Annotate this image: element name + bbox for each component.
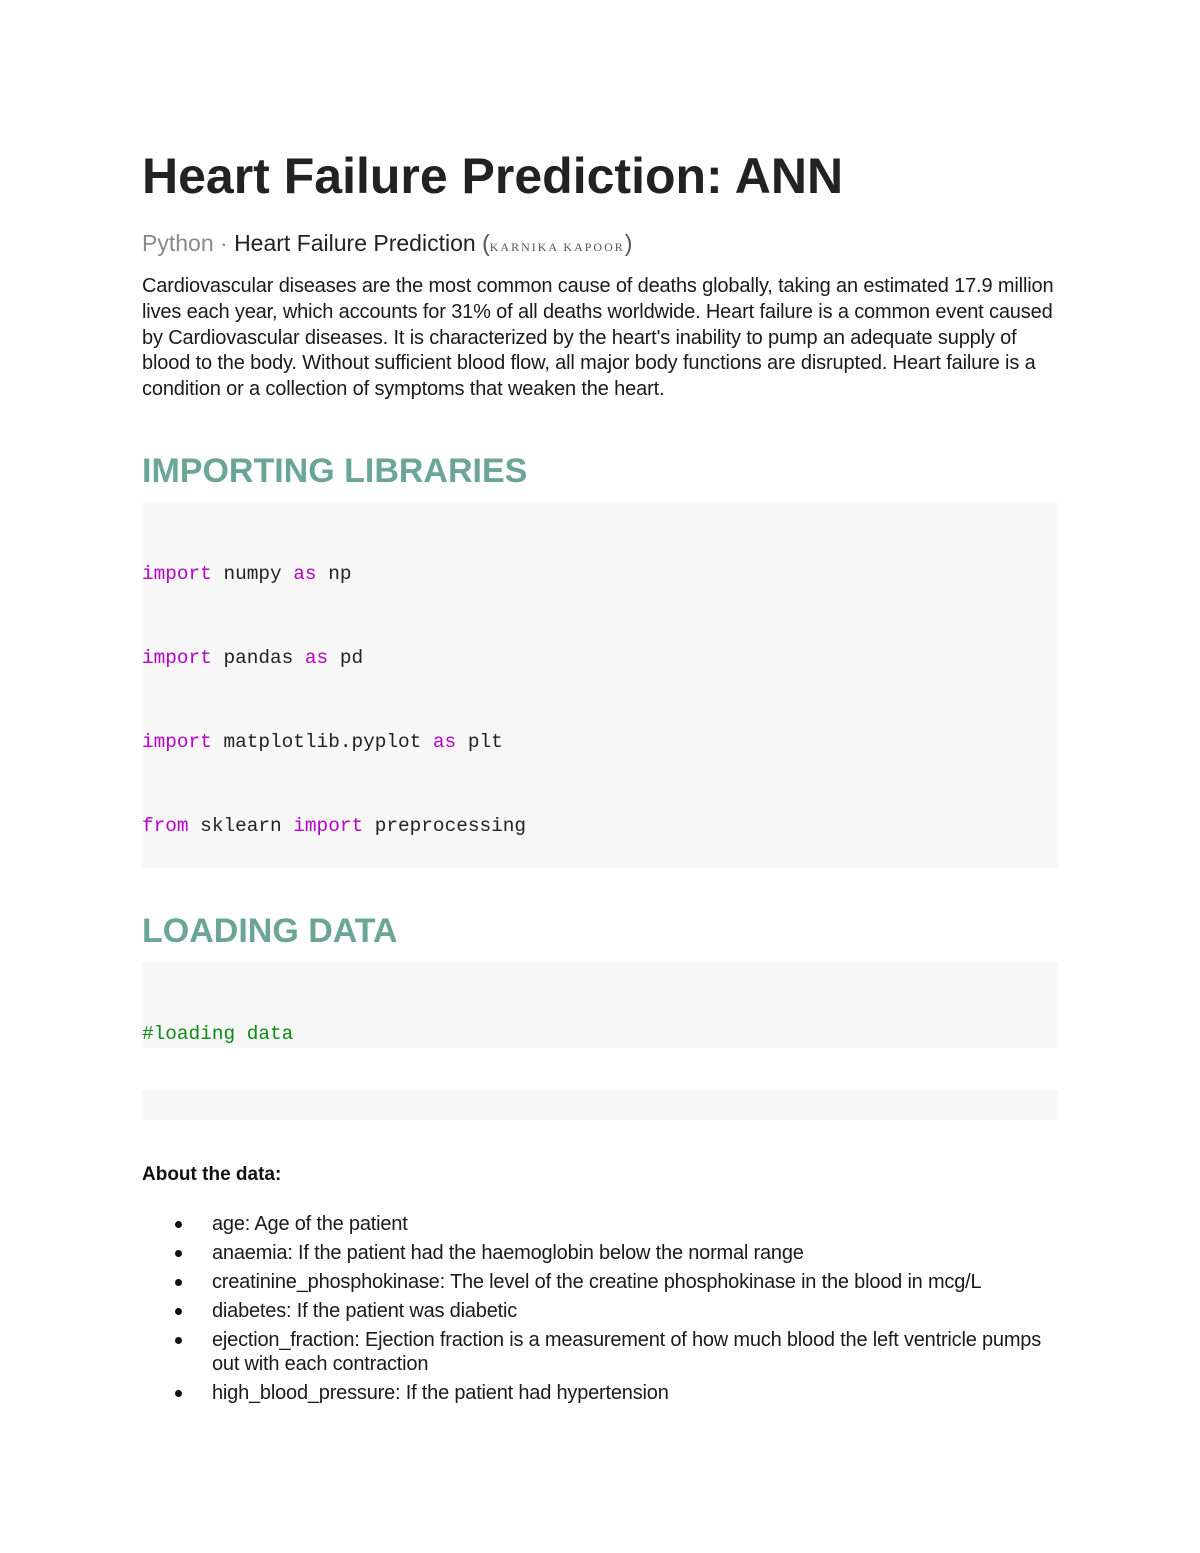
dataset-link[interactable]: Heart Failure Prediction — [234, 230, 476, 256]
list-item: age: Age of the patient — [142, 1212, 1042, 1236]
code-block-loading — [142, 962, 1058, 1048]
list-item: anaemia: If the patient had the haemoglobin below the normal range — [142, 1241, 1042, 1265]
bullet-icon — [175, 1308, 182, 1315]
document-subtitle — [142, 228, 632, 262]
subtitle-separator: · — [220, 230, 228, 256]
code-block-info — [142, 1090, 1058, 1120]
list-item: creatinine_phosphokinase: The level of the creatine phosphokinase in the blood in mcg/L — [142, 1270, 1042, 1294]
document-title: Heart Failure Prediction: ANN — [142, 148, 844, 204]
author-paren-close: ) — [624, 230, 633, 256]
code-line: import pandas as pd — [142, 647, 364, 669]
section-heading-loading: LOADING DATA — [142, 912, 398, 950]
list-item: high_blood_pressure: If the patient had hypertension — [142, 1381, 1042, 1405]
author-name: KARNIKA KAPOOR — [489, 240, 625, 254]
intro-paragraph: Cardiovascular diseases are the most common cause of deaths globally, taking an estimated 17.9 million lives each year, which accounts for 31% of all deaths worldwide. Heart failure is a common event caused by Cardiovascular diseases. It is characterized by the heart's inability to pump an adequate supply of blood to the body. Without sufficient blood flow, all major body functions are disrupted. Heart failure is a condition or a collection of symptoms that weaken the heart. — [142, 275, 1054, 401]
bullet-icon — [175, 1279, 182, 1286]
bullet-icon — [175, 1221, 182, 1228]
about-list — [142, 1212, 1042, 1410]
language-label: Python — [142, 230, 214, 256]
bullet-icon — [175, 1337, 182, 1344]
code-block-imports — [142, 502, 1058, 868]
code-line: from sklearn import preprocessing — [142, 815, 527, 837]
code-line: import matplotlib.pyplot as plt — [142, 731, 503, 753]
bullet-icon — [175, 1250, 182, 1257]
list-item: diabetes: If the patient was diabetic — [142, 1299, 1042, 1323]
section-heading-importing: IMPORTING LIBRARIES — [142, 452, 528, 490]
bullet-icon — [175, 1390, 182, 1397]
list-item: ejection_fraction: Ejection fraction is a measurement of how much blood the left ventricle pumps out with each contraction — [142, 1328, 1042, 1376]
about-heading: About the data: — [142, 1164, 282, 1185]
code-line: import numpy as np — [142, 563, 352, 585]
code-comment: #loading data — [142, 1023, 294, 1045]
author-paren-open: ( — [482, 230, 490, 256]
